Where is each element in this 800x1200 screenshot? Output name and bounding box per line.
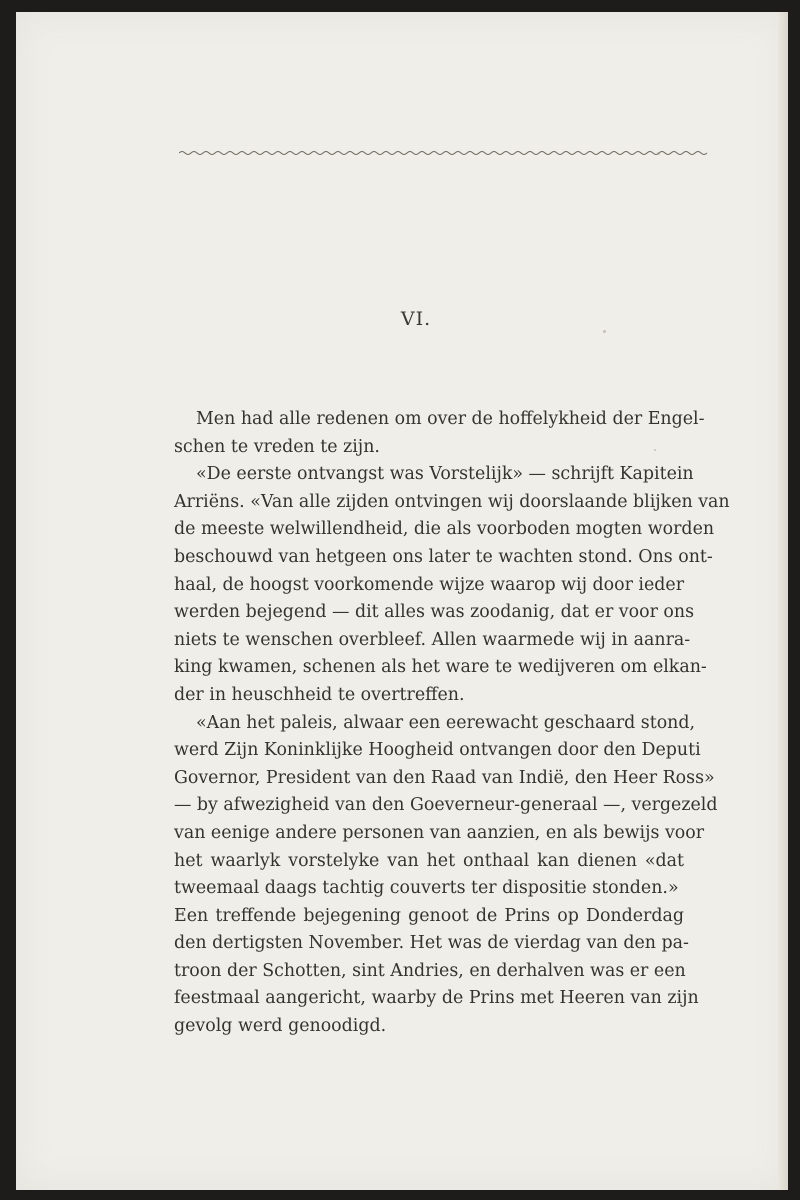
text-line: werd Zijn Koninklijke Hoogheid ontvangen door den Deputi: [174, 740, 701, 761]
text-line: feestmaal aangericht, waarby de Prins met Heeren van zijn: [174, 988, 699, 1009]
text-line: der in heuschheid te overtreffen.: [174, 684, 465, 705]
text-line: — by afwezigheid van den Goeverneur-generaal —, vergezeld: [174, 795, 718, 816]
paper-speck: [603, 330, 606, 333]
chapter-number: VI.: [400, 308, 432, 330]
text-line: beschouwd van hetgeen ons later te wachten stond. Ons ont-: [174, 546, 713, 567]
paragraph: [174, 406, 705, 461]
text-line: schen te vreden te zijn.: [174, 436, 380, 457]
text-line: gevolg werd genoodigd.: [174, 1016, 387, 1037]
text-line: king kwamen, schenen als het ware te wedijveren om elkan-: [174, 657, 707, 678]
text-line: «Aan het paleis, alwaar een eerewacht geschaard stond,: [196, 712, 696, 733]
text-line: troon der Schotten, sint Andries, en derhalven was er een: [174, 960, 686, 981]
body-text: [174, 406, 730, 1041]
text-line: de meeste welwillendheid, die als voorboden mogten worden: [174, 519, 715, 540]
text-line: tweemaal daags tachtig couverts ter dispositie stonden.»: [174, 878, 679, 899]
text-line: «De eerste ontvangst was Vorstelijk» — schrijft Kapitein: [196, 464, 694, 485]
paragraph: [174, 903, 699, 1041]
text-line: van eenige andere personen van aanzien, en als bewijs voor: [174, 822, 705, 843]
paper-speck: [657, 152, 660, 155]
wavy-ornament-rule: [179, 148, 709, 158]
paragraph: [174, 710, 718, 903]
text-line: den dertigsten November. Het was de vierdag van den pa-: [174, 933, 689, 954]
text-line: niets te wenschen overbleef. Allen waarmede wij in aanra-: [174, 629, 691, 650]
text-line: haal, de hoogst voorkomende wijze waarop wij door ieder: [174, 574, 685, 595]
paragraph: [174, 461, 730, 709]
text-line: Men had alle redenen om over de hoffelykheid der Engel-: [196, 409, 705, 429]
text-line: Een treffende bejegening genoot de Prins op Donderdag: [174, 905, 684, 926]
text-line: Arriëns. «Van alle zijden ontvingen wij doorslaande blijken van: [174, 491, 730, 512]
text-line: Governor, President van den Raad van Indië, den Heer Ross»: [174, 767, 715, 788]
text-line: werden bejegend — dit alles was zoodanig, dat er voor ons: [174, 602, 695, 623]
page-edge: [778, 12, 788, 1190]
text-line: het waarlyk vorstelyke van het onthaal kan dienen «dat: [174, 850, 684, 871]
